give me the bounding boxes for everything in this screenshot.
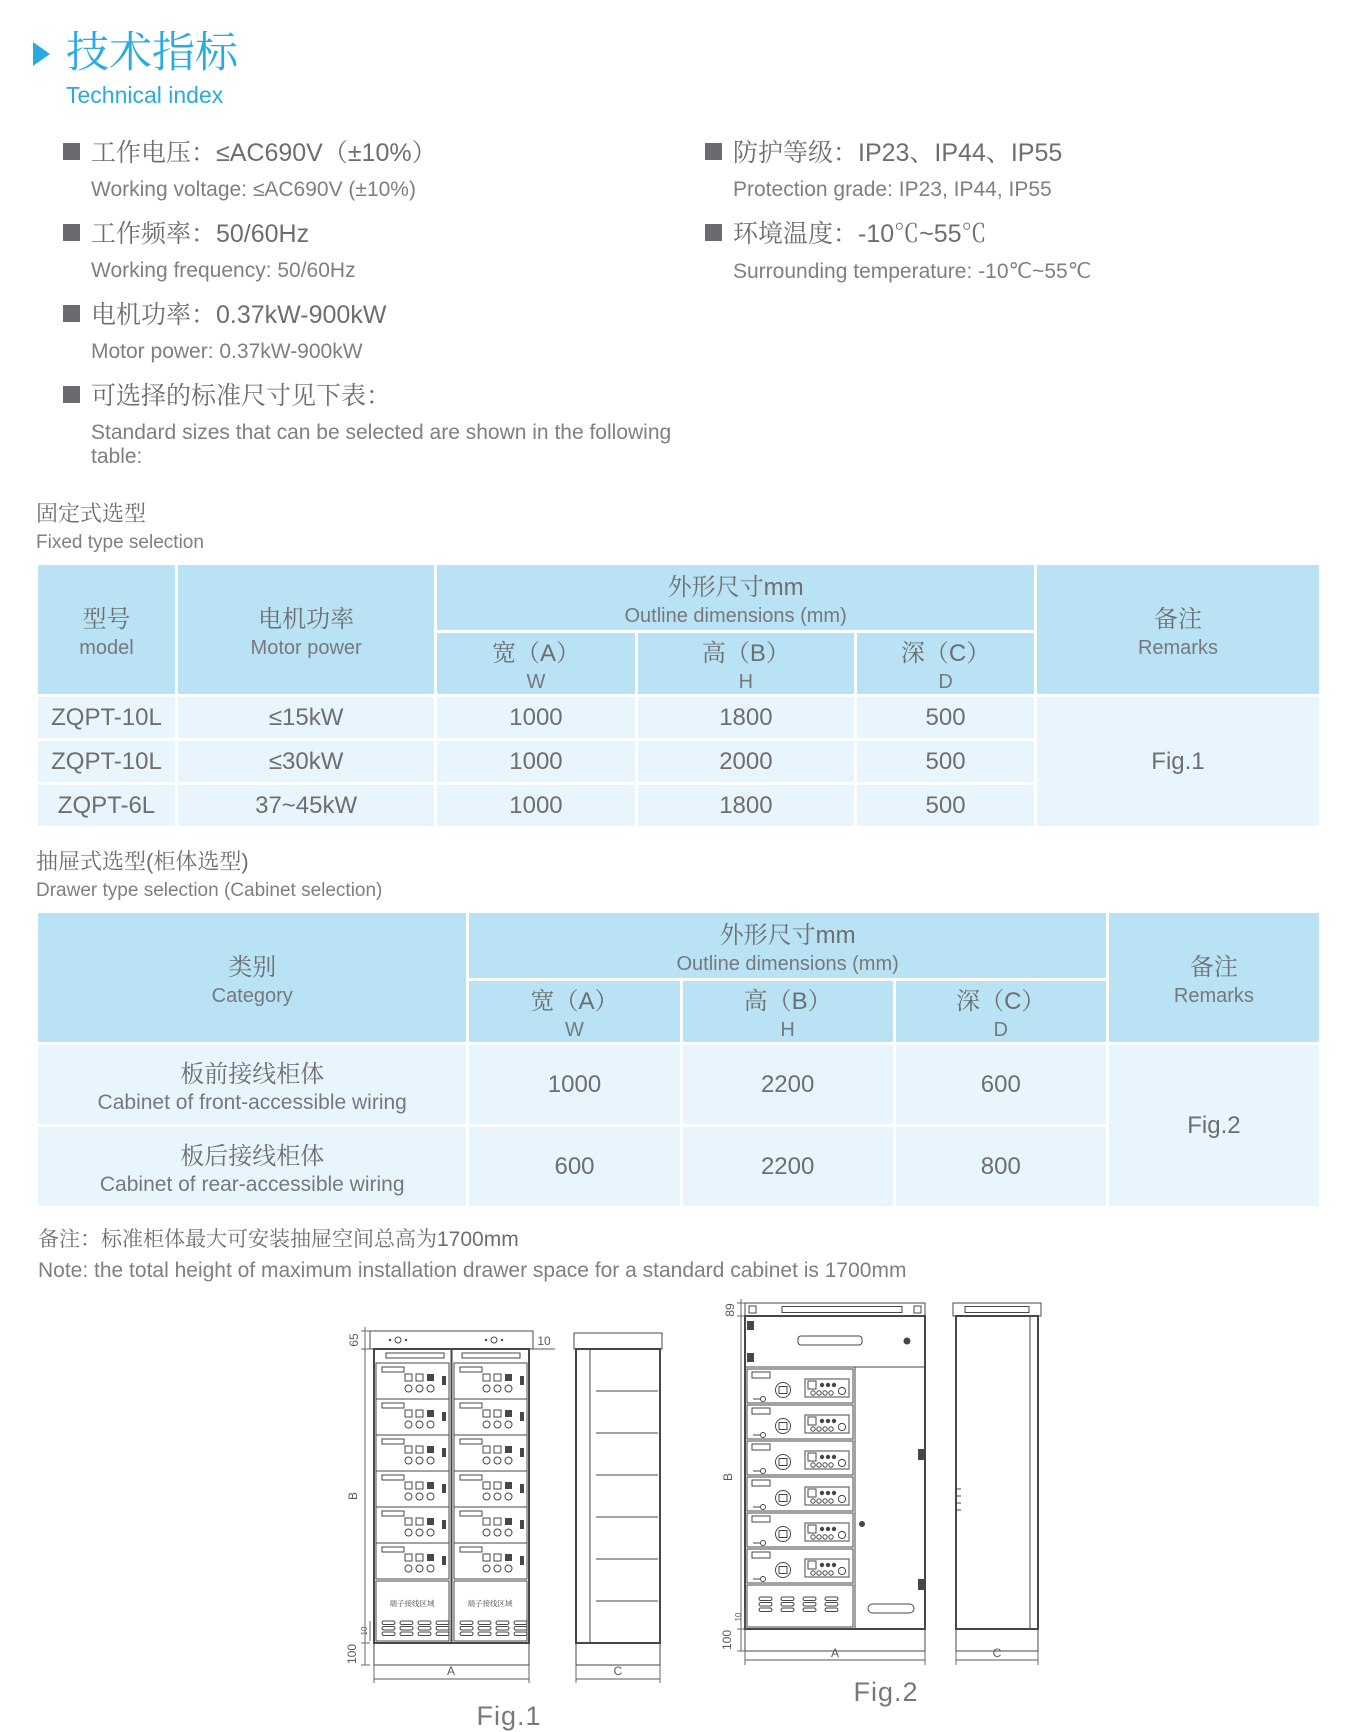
cell-remark: Fig.1 xyxy=(1035,696,1320,828)
fig1-dim-B: B xyxy=(346,1492,360,1501)
fig1-front-view xyxy=(370,1331,533,1665)
caption-cn: 抽屉式选型(柜体选型) xyxy=(36,849,249,875)
col-header-height: 高（B） H xyxy=(681,980,894,1044)
cell-model: ZQPT-6L xyxy=(37,784,177,828)
fig1-dim-C: C xyxy=(613,1664,623,1679)
section-arrow-icon xyxy=(33,42,50,66)
fig2-front-view xyxy=(745,1303,925,1651)
bullet-square-icon xyxy=(63,224,80,241)
fig2-dim-89: 89 xyxy=(723,1303,737,1317)
footnote xyxy=(38,1223,1357,1283)
fig1-caption: Fig.1 xyxy=(476,1701,542,1732)
cell-height: 2200 xyxy=(681,1044,894,1126)
spec-text-cn: 防护等级：IP23、IP44、IP55 xyxy=(733,139,1063,168)
cell-remark: Fig.2 xyxy=(1107,1044,1320,1208)
spec-item-protection-grade xyxy=(705,133,1357,202)
cell-depth: 500 xyxy=(856,696,1036,740)
bullet-square-icon xyxy=(63,143,80,160)
spec-item-voltage xyxy=(63,133,705,202)
spec-text-cn: 工作电压：≤AC690V（±10%） xyxy=(91,139,437,168)
fig1-dim-10-small: 10 xyxy=(360,1626,369,1636)
cell-width: 1000 xyxy=(436,696,636,740)
page-title: 技术指标 xyxy=(66,29,238,77)
footnote-en: Note: the total height of maximum installation drawer space for a standard cabinet is 1700mm xyxy=(38,1259,907,1283)
figure-2 xyxy=(710,1289,1062,1708)
col-header-depth: 深（C） D xyxy=(894,980,1107,1044)
fig2-side-view xyxy=(953,1303,1041,1651)
col-header-motor-power: 电机功率 Motor power xyxy=(176,564,435,696)
table-header-row xyxy=(37,912,1321,980)
cell-power: 37~45kW xyxy=(176,784,435,828)
cell-category: 板后接线柜体 Cabinet of rear-accessible wiring xyxy=(37,1126,468,1208)
cell-depth: 500 xyxy=(856,740,1036,784)
spec-text-cn: 工作频率：50/60Hz xyxy=(91,220,310,249)
cell-width: 1000 xyxy=(468,1044,681,1126)
table-header-row xyxy=(37,564,1321,632)
fig1-dim-100: 100 xyxy=(345,1644,359,1665)
spec-list xyxy=(63,133,1357,481)
spec-text-en: Working frequency: 50/60Hz xyxy=(91,259,356,283)
fig1-dim-A: A xyxy=(446,1664,456,1679)
drawer-selection-table xyxy=(35,910,1322,1209)
cell-power: ≤15kW xyxy=(176,696,435,740)
cell-category: 板前接线柜体 Cabinet of front-accessible wiring xyxy=(37,1044,468,1126)
cell-height: 2200 xyxy=(681,1126,894,1208)
col-header-outline-dimensions: 外形尺寸mm Outline dimensions (mm) xyxy=(468,912,1107,980)
fig2-drawing xyxy=(710,1289,1062,1671)
cell-height: 1800 xyxy=(636,696,856,740)
cell-depth: 800 xyxy=(894,1126,1107,1208)
cell-model: ZQPT-10L xyxy=(37,740,177,784)
fig1-drawing xyxy=(334,1313,684,1695)
terminal-area-label: 端子接线区域 xyxy=(467,1599,513,1609)
caption-cn: 固定式选型 xyxy=(36,501,147,527)
drawer-selection-caption xyxy=(36,845,1357,902)
col-header-model: 型号 model xyxy=(37,564,177,696)
cell-model: ZQPT-10L xyxy=(37,696,177,740)
spec-text-cn: 电机功率：0.37kW-900kW xyxy=(91,301,387,330)
page-subtitle: Technical index xyxy=(66,82,224,109)
fig1-dim-10-top: 10 xyxy=(537,1334,551,1349)
fig2-dim-C: C xyxy=(992,1646,1002,1661)
cell-width: 1000 xyxy=(436,784,636,828)
fixed-selection-table xyxy=(35,562,1322,829)
bullet-square-icon xyxy=(705,143,722,160)
col-header-remarks: 备注 Remarks xyxy=(1107,912,1320,1044)
spec-text-en: Surrounding temperature: -10℃~55℃ xyxy=(733,260,1092,284)
caption-en: Drawer type selection (Cabinet selection) xyxy=(36,880,383,902)
bullet-square-icon xyxy=(63,305,80,322)
cell-height: 1800 xyxy=(636,784,856,828)
fig2-dim-100: 100 xyxy=(720,1630,734,1651)
figures-row xyxy=(334,1289,1357,1732)
bullet-square-icon xyxy=(63,386,80,403)
fig1-dim-65: 65 xyxy=(347,1333,361,1347)
spec-text-cn: 可选择的标准尺寸见下表： xyxy=(91,382,392,411)
cell-width: 600 xyxy=(468,1126,681,1208)
table-row xyxy=(37,1044,1321,1126)
page-header xyxy=(0,0,1357,109)
col-header-depth: 深（C） D xyxy=(856,632,1036,696)
fig2-caption: Fig.2 xyxy=(853,1677,919,1708)
table-row xyxy=(37,696,1321,740)
col-header-width: 宽（A） W xyxy=(468,980,681,1044)
spec-text-en: Working voltage: ≤AC690V (±10%) xyxy=(91,178,416,202)
col-header-remarks: 备注 Remarks xyxy=(1035,564,1320,696)
caption-en: Fixed type selection xyxy=(36,532,204,554)
cell-width: 1000 xyxy=(436,740,636,784)
col-header-category: 类别 Category xyxy=(37,912,468,1044)
spec-text-en: Standard sizes that can be selected are shown in the following table: xyxy=(91,421,672,469)
fig2-dim-10-small: 10 xyxy=(734,1612,743,1622)
bullet-square-icon xyxy=(705,224,722,241)
cell-depth: 500 xyxy=(856,784,1036,828)
terminal-area-label: 端子接线区域 xyxy=(389,1599,435,1609)
fig2-dim-B: B xyxy=(721,1473,735,1482)
spec-item-temperature xyxy=(705,214,1357,284)
fig2-dim-A: A xyxy=(830,1646,840,1661)
cell-power: ≤30kW xyxy=(176,740,435,784)
figure-1 xyxy=(334,1313,684,1732)
spec-column-left xyxy=(63,133,705,481)
col-header-height: 高（B） H xyxy=(636,632,856,696)
spec-item-motor-power xyxy=(63,295,705,364)
cell-depth: 600 xyxy=(894,1044,1107,1126)
spec-text-en: Motor power: 0.37kW-900kW xyxy=(91,340,363,364)
fig1-side-view xyxy=(574,1333,662,1665)
col-header-width: 宽（A） W xyxy=(436,632,636,696)
spec-column-right xyxy=(705,133,1357,481)
cell-height: 2000 xyxy=(636,740,856,784)
fig2-dimensions xyxy=(720,1299,1038,1665)
col-header-outline-dimensions: 外形尺寸mm Outline dimensions (mm) xyxy=(436,564,1036,632)
spec-text-en: Protection grade: IP23, IP44, IP55 xyxy=(733,178,1052,202)
spec-item-standard-sizes xyxy=(63,376,705,469)
spec-item-frequency xyxy=(63,214,705,283)
spec-text-cn: 环境温度：-10℃~55℃ xyxy=(733,220,987,249)
fixed-selection-caption xyxy=(36,497,1357,554)
footnote-cn: 备注：标准柜体最大可安装抽屉空间总高为1700mm xyxy=(38,1228,519,1252)
